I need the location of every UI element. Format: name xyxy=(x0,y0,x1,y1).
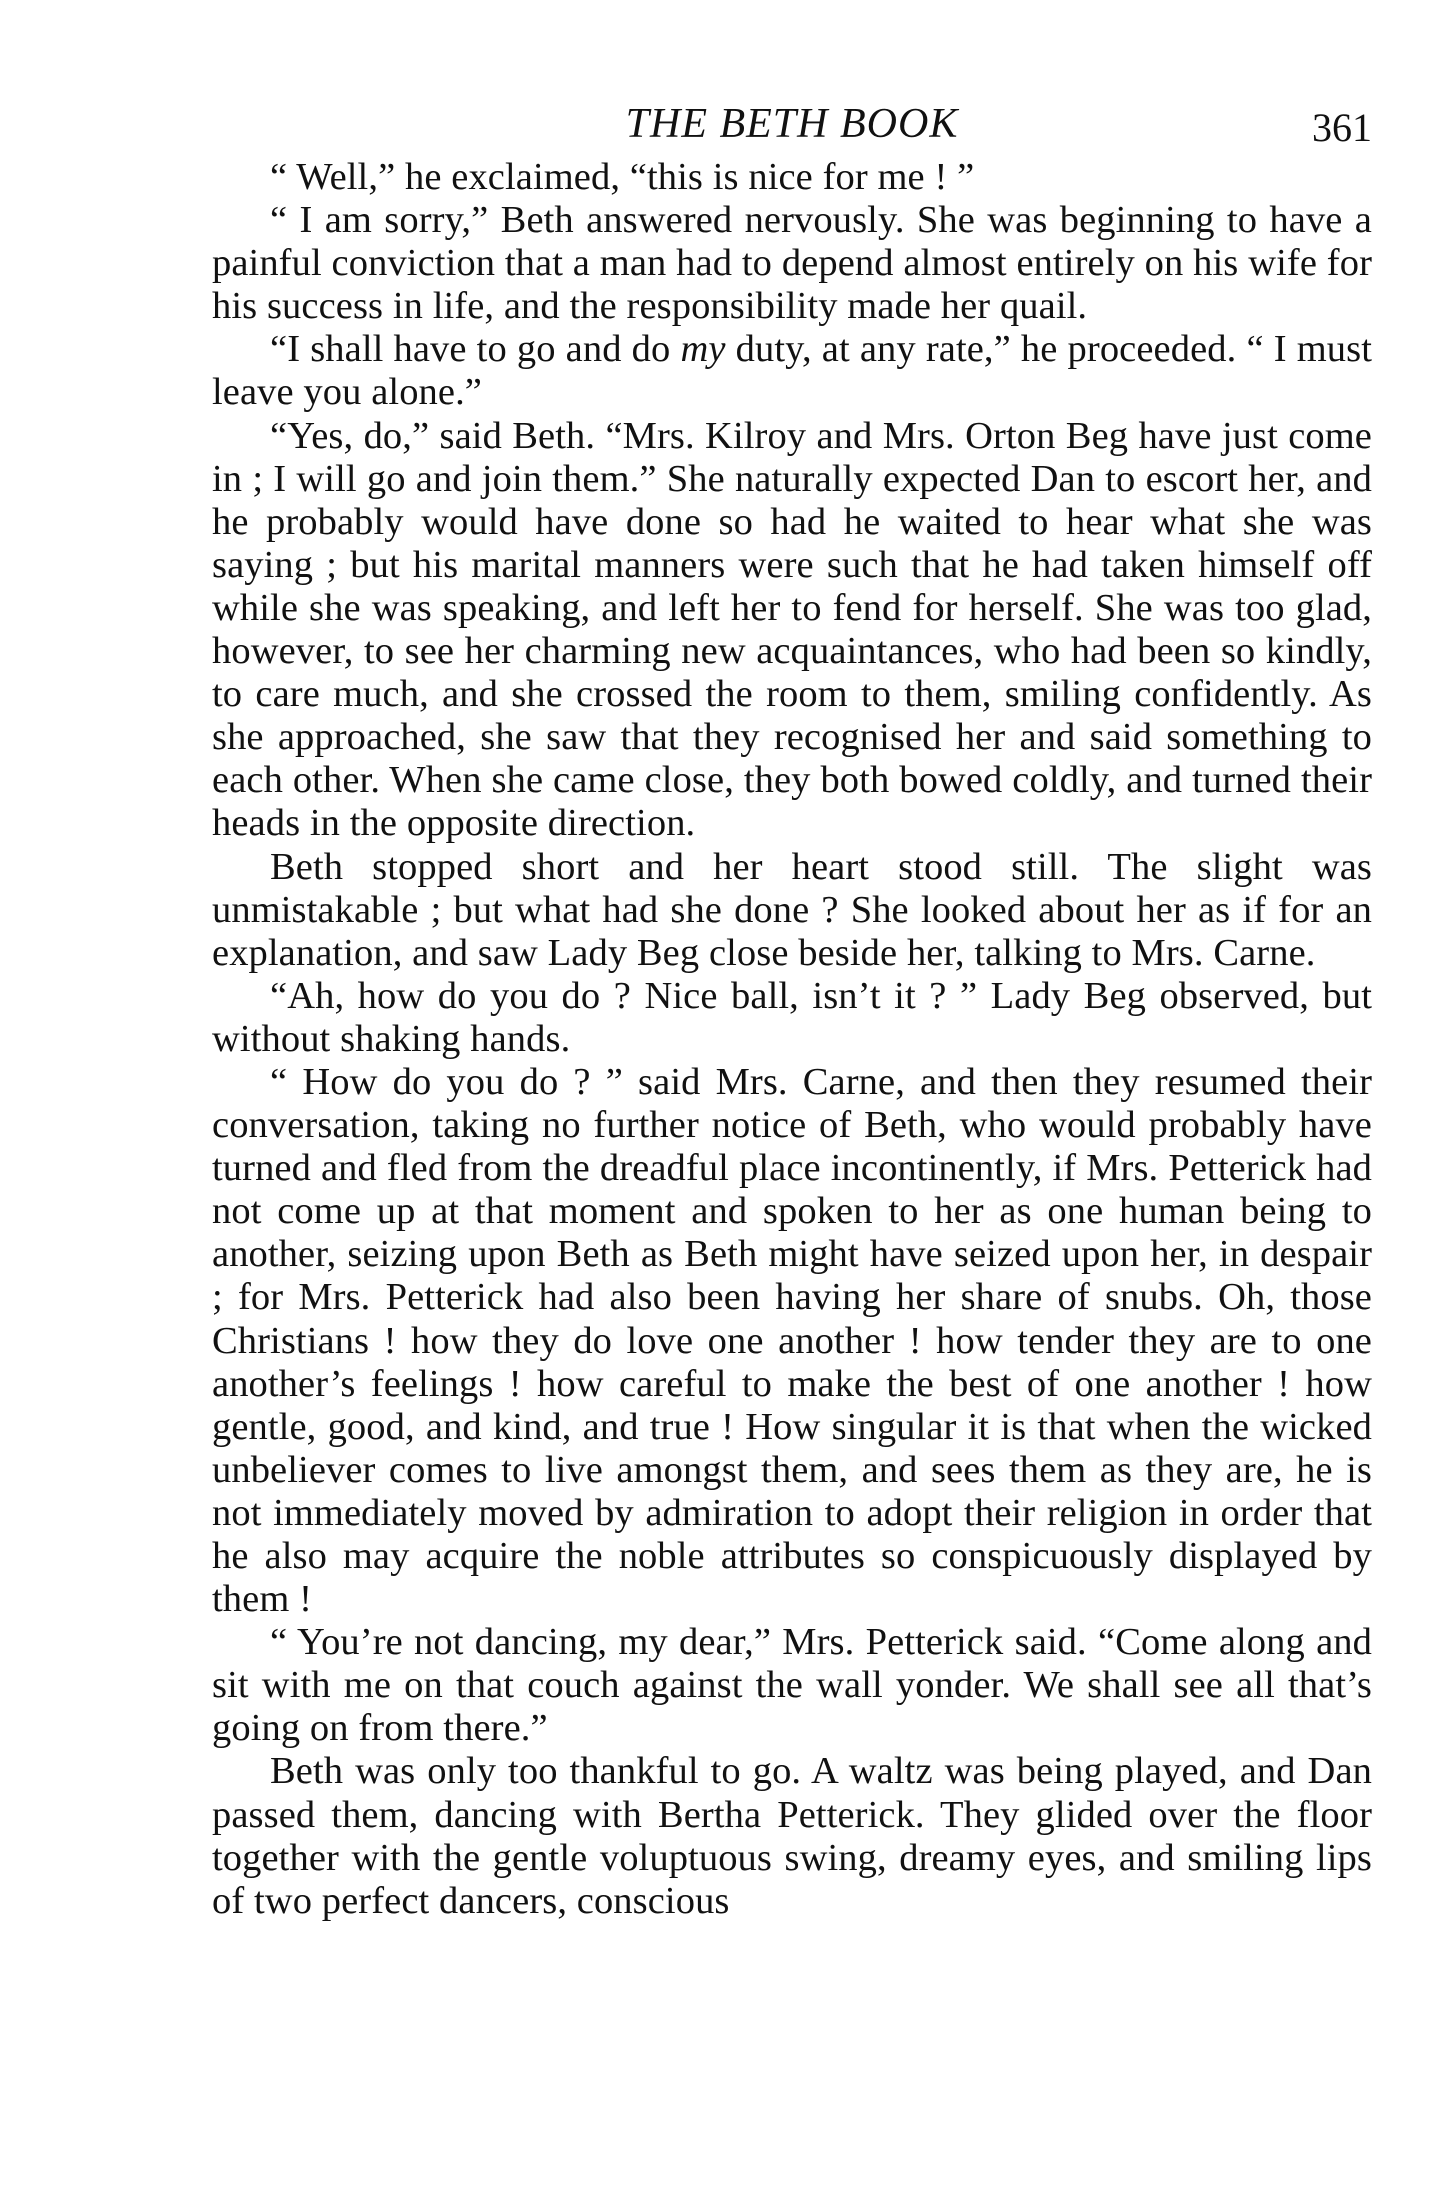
book-page xyxy=(212,100,1372,1923)
paragraph-4: “Yes, do,” said Beth. “Mrs. Kilroy and Mrs. Orton Beg have just come in ; I will go and join them.” She naturally expected Dan to escort her, and he probably would have done so had he waited to hear what she was saying ; but his marital manners were such that he had taken himself off while she was speaking, and left her to fend for herself. She was too glad, however, to see her charming new acquaintances, who had been so kindly, to care much, and she crossed the room to them, smiling confidently. As she approached, she saw that they recognised her and said something to each other. When she came close, they both bowed coldly, and turned their heads in the opposite direction. xyxy=(212,414,1372,845)
page-number: 361 xyxy=(1312,105,1372,150)
paragraph-2: “ I am sorry,” Beth answered nervously. She was beginning to have a painful conviction that a man had to depend almost entirely on his wife for his success in life, and the responsibility made her quail. xyxy=(212,199,1372,328)
paragraph-5: Beth stopped short and her heart stood still. The slight was unmistakable ; but what had she done ? She looked about her as if for an explanation, and saw Lady Beg close beside her, talking to Mrs. Carne. xyxy=(212,845,1372,974)
paragraph-1: “ Well,” he exclaimed, “this is nice for me ! ” xyxy=(270,156,975,198)
paragraph-8: “ You’re not dancing, my dear,” Mrs. Petterick said. “Come along and sit with me on that couch against the wall yonder. We shall see all that’s going on from there.” xyxy=(212,1621,1372,1750)
paragraph-7: “ How do you do ? ” said Mrs. Carne, and then they resumed their conversation, taking no further notice of Beth, who would probably have turned and fled from the dreadful place incontinently, if Mrs. Petterick had not come up at that moment and spoken to her as one human being to another, seizing upon Beth as Beth might have seized upon her, in despair ; for Mrs. Petterick had also been having her share of snubs. Oh, those Christians ! how they do love one another ! how tender they are to one another’s feelings ! how careful to make the best of one another ! how gentle, good, and kind, and true ! How singular it is that when the wicked unbeliever comes to live amongst them, and sees them as they are, he is not immediately moved by admiration to adopt their religion in order that he also may acquire the noble attributes so conspicuously displayed by them ! xyxy=(212,1060,1372,1621)
paragraph-3-end: duty, at any rate,” he proceeded. “ I must leave you alone.” xyxy=(212,328,1372,414)
paragraph-3 xyxy=(212,328,1372,414)
page-header xyxy=(212,100,1372,156)
paragraph-9: Beth was only too thankful to go. A waltz was being played, and Dan passed them, dancing with Bertha Petterick. They glided over the floor together with the gentle voluptuous swing, dreamy eyes, and smiling lips of two perfect dancers, conscious xyxy=(212,1750,1372,1922)
paragraph-6: “Ah, how do you do ? Nice ball, isn’t it ? ” Lady Beg observed, but without shaking hands. xyxy=(212,974,1372,1060)
body-text xyxy=(212,156,1372,1923)
running-title: THE BETH BOOK xyxy=(625,101,959,147)
emphasis-my: my xyxy=(680,328,726,371)
paragraph-3-start: “I shall have to go and do xyxy=(270,328,681,371)
